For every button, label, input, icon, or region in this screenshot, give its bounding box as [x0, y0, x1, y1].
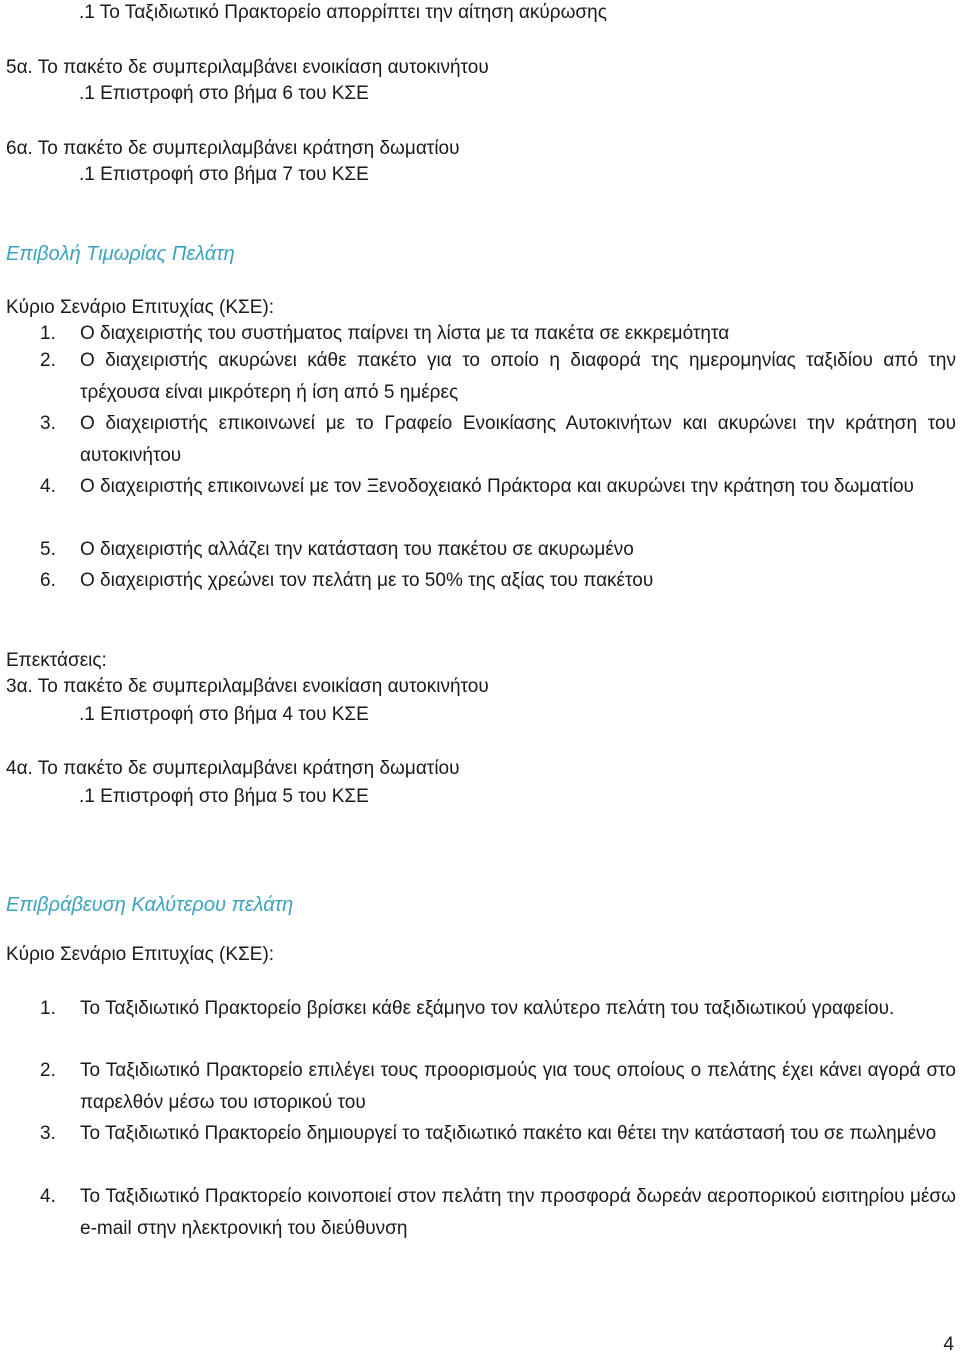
penalty-scenario-label: Κύριο Σενάριο Επιτυχίας (ΚΣΕ):: [6, 297, 275, 318]
extension-3a-step-1: .1 Επιστροφή στο βήμα 4 του ΚΣΕ: [79, 704, 369, 725]
page-number: 4: [943, 1334, 954, 1355]
step-number: 2.: [40, 350, 56, 371]
step-number: 1.: [40, 998, 56, 1019]
reward-step-3: [40, 1118, 956, 1150]
step-number: 1.: [40, 323, 56, 344]
step-text: Ο διαχειριστής αλλάζει την κατάσταση του πακέτου σε ακυρωμένο: [80, 539, 634, 560]
step-number: 3.: [40, 413, 56, 434]
step-text: Το Ταξιδιωτικό Πρακτορείο δημιουργεί το ταξιδιωτικό πακέτο και θέτει την κατάστασή του σε πωλημένο: [80, 1123, 937, 1144]
extension-3a: 3α. Το πακέτο δε συμπεριλαμβάνει ενοικίαση αυτοκινήτου: [6, 676, 489, 697]
step-text: Ο διαχειριστής επικοινωνεί με τον Ξενοδοχειακό Πράκτορα και ακυρώνει την κράτηση του δωματίου: [80, 476, 914, 497]
reward-step-2: [40, 1055, 956, 1118]
penalty-step-6: [40, 565, 956, 597]
extension-6a: 6α. Το πακέτο δε συμπεριλαμβάνει κράτηση δωματίου: [6, 138, 460, 159]
reward-section-title: Επιβράβευση Καλύτερου πελάτη: [6, 894, 294, 916]
penalty-step-5: [40, 534, 956, 566]
step-text: Ο διαχειριστής επικοινωνεί με το Γραφείο Ενοικίασης Αυτοκινήτων και ακυρώνει την κράτηση του αυτοκινήτου: [80, 413, 956, 466]
extension-4a: 4α. Το πακέτο δε συμπεριλαμβάνει κράτηση δωματίου: [6, 758, 460, 779]
step-number: 4.: [40, 1186, 56, 1207]
step-text: Ο διαχειριστής ακυρώνει κάθε πακέτο για το οποίο η διαφορά της ημερομηνίας ταξιδίου από την τρέχουσα είναι μικρότερη ή ίση από 5 ημέρες: [80, 350, 956, 403]
reward-step-4: [40, 1181, 956, 1244]
extensions-label: Επεκτάσεις:: [6, 650, 107, 671]
reward-step-1: [40, 993, 956, 1025]
extension-5a: 5α. Το πακέτο δε συμπεριλαμβάνει ενοικίαση αυτοκινήτου: [6, 57, 489, 78]
step-number: 6.: [40, 570, 56, 591]
step-number: 2.: [40, 1060, 56, 1081]
step-text: Το Ταξιδιωτικό Πρακτορείο κοινοποιεί στον πελάτη την προσφορά δωρεάν αεροπορικού εισιτηρίου μέσω e-mail στην ηλεκτρονική του διεύθυνση: [80, 1186, 956, 1239]
extension-4a-step-1: .1 Επιστροφή στο βήμα 5 του ΚΣΕ: [79, 786, 369, 807]
extension-5a-step-1: .1 Επιστροφή στο βήμα 6 του ΚΣΕ: [79, 83, 369, 104]
reward-scenario-label: Κύριο Σενάριο Επιτυχίας (ΚΣΕ):: [6, 944, 275, 965]
extension-6a-step-1: .1 Επιστροφή στο βήμα 7 του ΚΣΕ: [79, 164, 369, 185]
reject-step: .1 Το Ταξιδιωτικό Πρακτορείο απορρίπτει την αίτηση ακύρωσης: [79, 2, 607, 23]
penalty-step-3: [40, 408, 956, 471]
step-number: 4.: [40, 476, 56, 497]
penalty-section-title: Επιβολή Τιμωρίας Πελάτη: [6, 243, 235, 265]
step-number: 3.: [40, 1123, 56, 1144]
step-text: Ο διαχειριστής του συστήματος παίρνει τη λίστα με τα πακέτα σε εκκρεμότητα: [80, 323, 730, 344]
step-text: Το Ταξιδιωτικό Πρακτορείο βρίσκει κάθε εξάμηνο τον καλύτερο πελάτη του ταξιδιωτικού γραφείου.: [80, 998, 895, 1019]
penalty-step-4: [40, 471, 956, 503]
step-text: Ο διαχειριστής χρεώνει τον πελάτη με το 50% της αξίας του πακέτου: [80, 570, 654, 591]
penalty-step-2: [40, 345, 956, 408]
step-text: Το Ταξιδιωτικό Πρακτορείο επιλέγει τους προορισμούς για τους οποίους ο πελάτης έχει κάνει αγορά στο παρελθόν μέσω του ιστορικού του: [80, 1060, 956, 1113]
step-number: 5.: [40, 539, 56, 560]
